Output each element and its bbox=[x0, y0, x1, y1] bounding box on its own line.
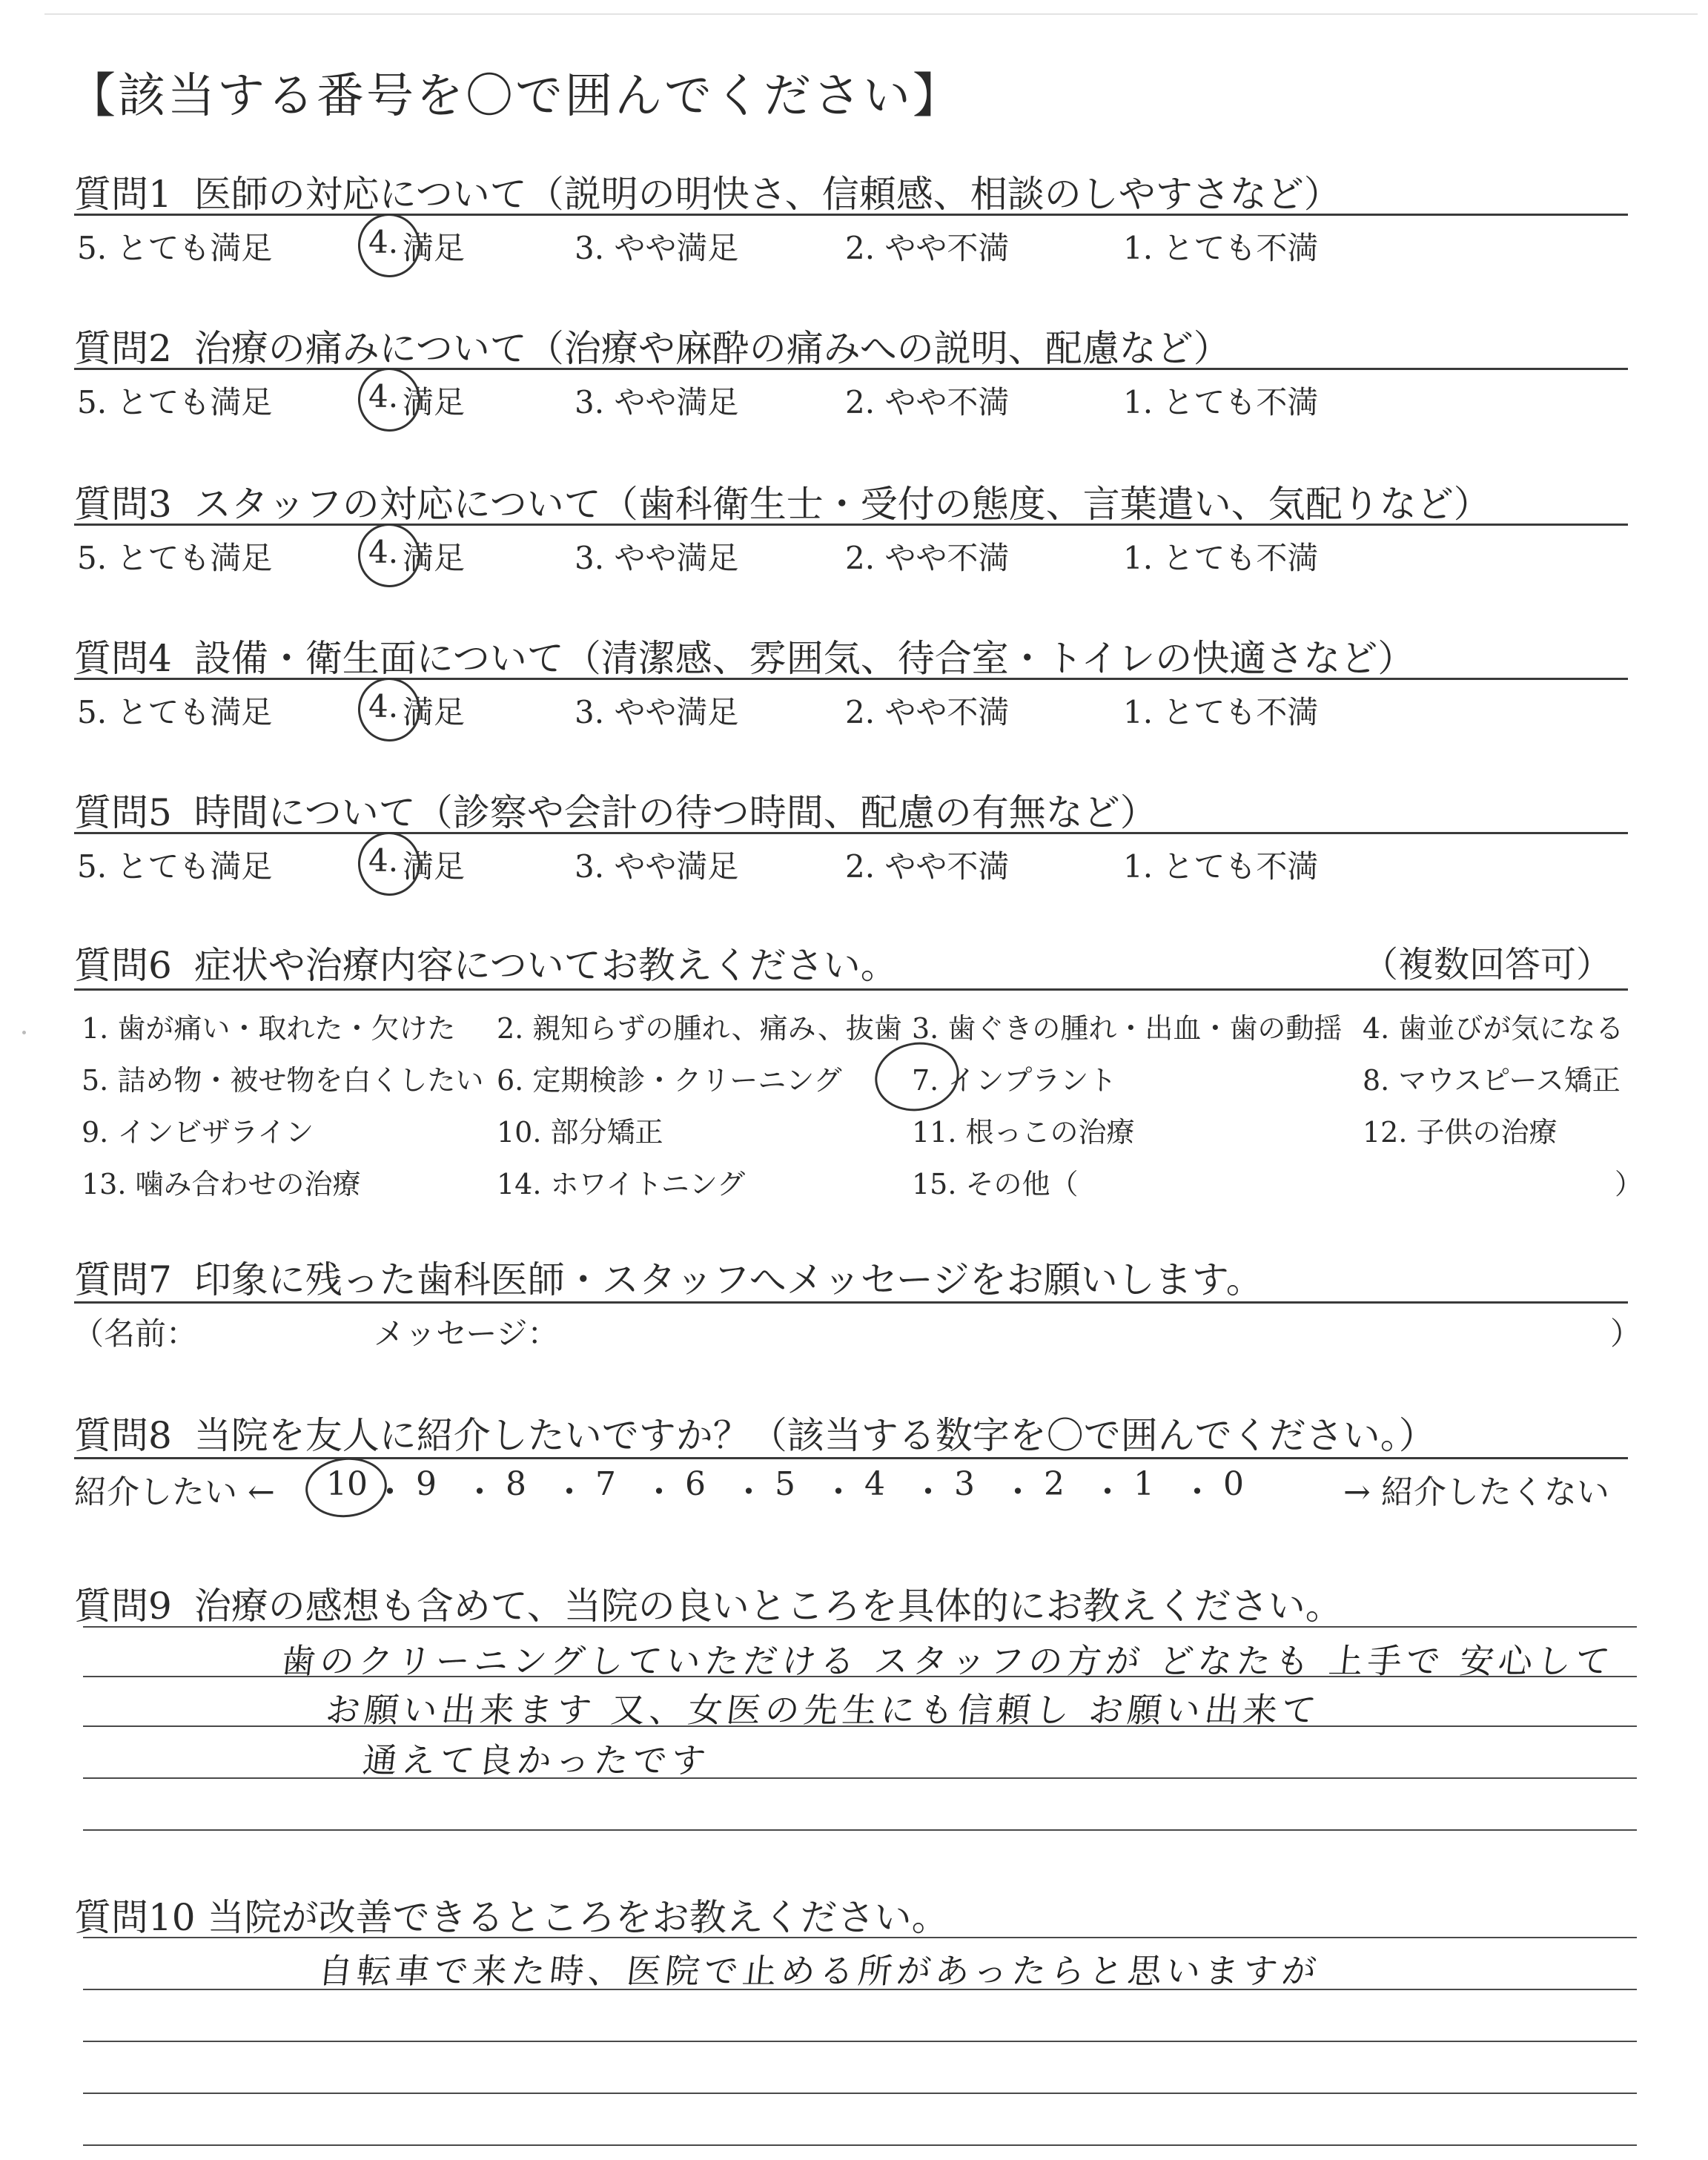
multiple-answers-note: （複数回答可） bbox=[1363, 944, 1612, 985]
option-2-somewhat-dissatisfied[interactable]: 2. やや不満 bbox=[845, 848, 1010, 885]
selection-circle bbox=[870, 1036, 964, 1117]
question-7-rule bbox=[74, 1301, 1628, 1304]
scale-value-2[interactable]: 2 bbox=[1044, 1465, 1065, 1503]
symptom-option-6[interactable]: 6. 定期検診・クリーニング bbox=[497, 1064, 842, 1097]
question-number: 質問4 bbox=[74, 637, 172, 680]
question-10-heading bbox=[74, 1888, 949, 1941]
symptom-option-11[interactable]: 11. 根っこの治療 bbox=[912, 1116, 1135, 1149]
answer-line bbox=[83, 2144, 1637, 2146]
scale-value-3[interactable]: 3 bbox=[954, 1465, 975, 1503]
question-text: 時間について（診察や会計の待つ時間、配慮の有無など） bbox=[193, 791, 1157, 834]
scale-value-10[interactable]: 10 bbox=[326, 1465, 368, 1503]
question-rule bbox=[74, 524, 1628, 526]
scale-value-6[interactable]: 6 bbox=[685, 1465, 706, 1503]
symptom-option-8[interactable]: 8. マウスピース矯正 bbox=[1363, 1064, 1621, 1097]
selection-circle bbox=[354, 674, 424, 746]
answer-line bbox=[83, 1937, 1637, 1938]
handwritten-answer-line: 歯のクリーニングしていただける スタッフの方が どなたも 上手で 安心して bbox=[279, 1641, 1617, 1681]
option-1-very-dissatisfied[interactable]: 1. とても不満 bbox=[1123, 540, 1319, 576]
symptom-option-13[interactable]: 13. 噛み合わせの治療 bbox=[82, 1168, 361, 1200]
selection-circle bbox=[354, 520, 424, 592]
option-2-somewhat-dissatisfied[interactable]: 2. やや不満 bbox=[845, 230, 1010, 266]
scale-separator: ・ bbox=[1181, 1473, 1214, 1511]
option-5-very-satisfied[interactable]: 5. とても満足 bbox=[77, 540, 273, 576]
option-1-very-dissatisfied[interactable]: 1. とても不満 bbox=[1123, 384, 1319, 420]
selection-circle bbox=[354, 828, 424, 900]
option-4-number[interactable]: 4. bbox=[368, 688, 399, 724]
question-number: 質問8 bbox=[74, 1414, 172, 1457]
scale-value-5[interactable]: 5 bbox=[775, 1465, 795, 1503]
symptom-option-15[interactable]: 15. その他（ bbox=[912, 1168, 1079, 1200]
option-4-number[interactable]: 4. bbox=[368, 534, 399, 570]
question-number: 質問10 bbox=[74, 1896, 196, 1939]
question-6-heading bbox=[74, 936, 898, 989]
scan-top-edge bbox=[44, 13, 1698, 15]
other-close-paren: ） bbox=[1615, 1168, 1644, 1200]
option-4-label[interactable]: 満足 bbox=[403, 230, 466, 266]
symptom-option-10[interactable]: 10. 部分矯正 bbox=[497, 1116, 663, 1149]
question-number: 質問7 bbox=[74, 1258, 172, 1301]
option-4-label[interactable]: 満足 bbox=[403, 384, 466, 420]
option-3-somewhat-satisfied[interactable]: 3. やや満足 bbox=[575, 848, 739, 885]
symptom-option-9[interactable]: 9. インビザライン bbox=[82, 1116, 314, 1149]
question-8-heading bbox=[74, 1406, 1436, 1459]
question-text: 治療の痛みについて（治療や麻酔の痛みへの説明、配慮など） bbox=[193, 327, 1231, 370]
option-5-very-satisfied[interactable]: 5. とても満足 bbox=[77, 848, 273, 885]
scale-separator: ・ bbox=[643, 1473, 675, 1511]
message-close-paren: ） bbox=[1610, 1315, 1642, 1352]
scale-separator: ・ bbox=[463, 1473, 496, 1511]
answer-line bbox=[83, 2093, 1637, 2094]
scale-separator: ・ bbox=[1091, 1473, 1124, 1511]
answer-line bbox=[83, 2041, 1637, 2042]
question-text: 設備・衛生面について（清潔感、雰囲気、待合室・トイレの快適さなど） bbox=[193, 637, 1415, 680]
question-text: 印象に残った歯科医師・スタッフへメッセージをお願いします。 bbox=[193, 1258, 1263, 1301]
symptom-option-3[interactable]: 3. 歯ぐきの腫れ・出血・歯の動揺 bbox=[912, 1012, 1343, 1045]
option-4-label[interactable]: 満足 bbox=[403, 848, 466, 885]
option-4-number[interactable]: 4. bbox=[368, 224, 399, 260]
question-number: 質問3 bbox=[74, 483, 172, 526]
option-3-somewhat-satisfied[interactable]: 3. やや満足 bbox=[575, 230, 739, 266]
scale-value-4[interactable]: 4 bbox=[864, 1465, 885, 1503]
question-number: 質問2 bbox=[74, 327, 172, 370]
recommend-left-label: 紹介したい ← bbox=[74, 1473, 275, 1511]
question-9-heading bbox=[74, 1576, 1343, 1630]
option-4-label[interactable]: 満足 bbox=[403, 540, 466, 576]
scale-separator: ・ bbox=[1002, 1473, 1034, 1511]
scale-separator: ・ bbox=[912, 1473, 944, 1511]
question-number: 質問9 bbox=[74, 1585, 172, 1628]
question-4-heading bbox=[74, 629, 1414, 682]
scale-value-1[interactable]: 1 bbox=[1133, 1465, 1154, 1503]
page-title: 【該当する番号を〇で囲んでください】 bbox=[68, 69, 962, 124]
symptom-option-1[interactable]: 1. 歯が痛い・取れた・欠けた bbox=[82, 1012, 456, 1045]
question-5-heading bbox=[74, 783, 1157, 836]
scale-separator: ・ bbox=[374, 1473, 406, 1511]
question-7-heading bbox=[74, 1250, 1263, 1304]
scale-separator: ・ bbox=[732, 1473, 765, 1511]
handwritten-answer-line: お願い出来ます 又、女医の先生にも信頼し お願い出来て bbox=[323, 1690, 1323, 1730]
question-text: 症状や治療内容についてお教えください。 bbox=[193, 944, 898, 987]
option-1-very-dissatisfied[interactable]: 1. とても不満 bbox=[1123, 848, 1319, 885]
symptom-option-12[interactable]: 12. 子供の治療 bbox=[1363, 1116, 1558, 1149]
option-2-somewhat-dissatisfied[interactable]: 2. やや不満 bbox=[845, 384, 1010, 420]
handwritten-answer-line: 通えて良かったです bbox=[360, 1740, 712, 1780]
option-5-very-satisfied[interactable]: 5. とても満足 bbox=[77, 384, 273, 420]
option-3-somewhat-satisfied[interactable]: 3. やや満足 bbox=[575, 694, 739, 730]
question-2-heading bbox=[74, 319, 1231, 372]
selection-circle bbox=[354, 210, 424, 282]
selection-circle bbox=[354, 364, 424, 436]
option-3-somewhat-satisfied[interactable]: 3. やや満足 bbox=[575, 540, 739, 576]
symptom-option-5[interactable]: 5. 詰め物・被せ物を白くしたい bbox=[82, 1064, 484, 1097]
question-rule bbox=[74, 832, 1628, 834]
option-4-number[interactable]: 4. bbox=[368, 378, 399, 415]
symptom-option-7[interactable]: 7. インプラント bbox=[912, 1064, 1117, 1097]
question-text: 当院を友人に紹介したいですか？（該当する数字を〇で囲んでください。） bbox=[193, 1414, 1436, 1457]
option-1-very-dissatisfied[interactable]: 1. とても不満 bbox=[1123, 694, 1319, 730]
scale-value-0[interactable]: 0 bbox=[1223, 1465, 1244, 1503]
question-text: スタッフの対応について（歯科衛生士・受付の態度、言葉遣い、気配りなど） bbox=[193, 483, 1491, 526]
question-rule bbox=[74, 214, 1628, 216]
scan-speck bbox=[22, 1031, 26, 1034]
option-2-somewhat-dissatisfied[interactable]: 2. やや不満 bbox=[845, 540, 1010, 576]
question-3-heading bbox=[74, 475, 1491, 528]
scale-separator: ・ bbox=[553, 1473, 586, 1511]
question-text: 医師の対応について（説明の明快さ、信頼感、相談のしやすさなど） bbox=[193, 173, 1341, 216]
option-4-label[interactable]: 満足 bbox=[403, 694, 466, 730]
scale-value-7[interactable]: 7 bbox=[595, 1465, 616, 1503]
name-label: （名前： bbox=[73, 1315, 198, 1352]
question-rule bbox=[74, 678, 1628, 680]
handwritten-answer-line: 自転車で来た時、医院で止める所があったらと思いますが bbox=[316, 1951, 1323, 1991]
scale-separator: ・ bbox=[822, 1473, 855, 1511]
option-1-very-dissatisfied[interactable]: 1. とても不満 bbox=[1123, 230, 1319, 266]
question-number: 質問6 bbox=[74, 944, 172, 987]
question-text: 当院が改善できるところをお教えください。 bbox=[207, 1896, 949, 1939]
question-rule bbox=[74, 368, 1628, 370]
symptom-option-14[interactable]: 14. ホワイトニング bbox=[497, 1168, 746, 1200]
question-number: 質問5 bbox=[74, 791, 172, 834]
message-label: メッセージ： bbox=[374, 1315, 559, 1352]
option-3-somewhat-satisfied[interactable]: 3. やや満足 bbox=[575, 384, 739, 420]
recommend-right-label: → 紹介したくない bbox=[1343, 1473, 1609, 1511]
option-5-very-satisfied[interactable]: 5. とても満足 bbox=[77, 230, 273, 266]
symptom-option-2[interactable]: 2. 親知らずの腫れ、痛み、抜歯 bbox=[497, 1012, 902, 1045]
symptom-option-4[interactable]: 4. 歯並びが気になる bbox=[1363, 1012, 1624, 1045]
question-1-heading bbox=[74, 165, 1341, 218]
question-number: 質問1 bbox=[74, 173, 172, 216]
scale-value-8[interactable]: 8 bbox=[506, 1465, 526, 1503]
answer-line bbox=[83, 1829, 1637, 1831]
scale-value-9[interactable]: 9 bbox=[416, 1465, 437, 1503]
answer-line bbox=[83, 1626, 1637, 1628]
option-2-somewhat-dissatisfied[interactable]: 2. やや不満 bbox=[845, 694, 1010, 730]
option-4-number[interactable]: 4. bbox=[368, 842, 399, 879]
question-text: 治療の感想も含めて、当院の良いところを具体的にお教えください。 bbox=[193, 1585, 1343, 1628]
answer-line bbox=[83, 1777, 1637, 1779]
question-8-rule bbox=[74, 1457, 1628, 1459]
option-5-very-satisfied[interactable]: 5. とても満足 bbox=[77, 694, 273, 730]
question-6-rule bbox=[74, 988, 1628, 991]
